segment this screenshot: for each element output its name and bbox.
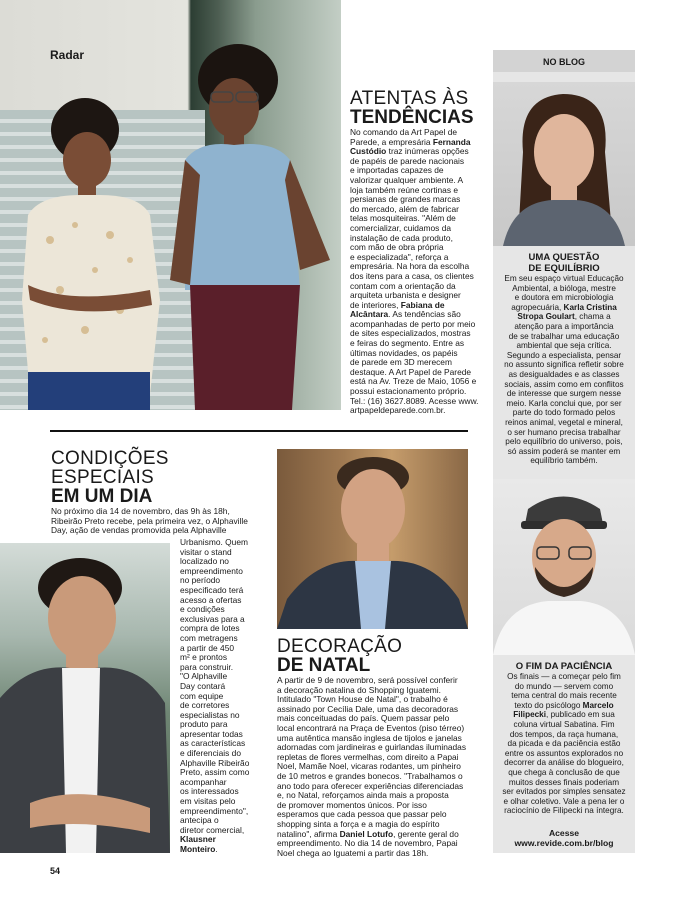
text-line: muitos desses finais poderiam	[508, 777, 620, 787]
text-line: repletas de flores vermelhas, com direito a Papai	[277, 751, 459, 762]
divider-rule	[50, 430, 468, 432]
text-line: está na Av. Treze de Maio, 1056 e	[350, 376, 477, 387]
text-line: Os finais — a começar pelo fim	[507, 672, 621, 681]
text-line: as características	[180, 738, 246, 749]
headline-light: ATENTAS ÀS	[350, 88, 469, 109]
text-line: com equipe	[180, 690, 224, 701]
text-line: shopping sinta a força e a magia do espírito	[277, 818, 440, 829]
headline-light-1: CONDIÇÕES	[51, 448, 169, 469]
text-line: pelo equilíbrio do universo, pois,	[505, 437, 623, 447]
text-line: da picada e da paciência estão	[507, 739, 621, 749]
text-line: Stropa Goulart, chama a	[517, 312, 611, 322]
text-line: diretor comercial,	[180, 824, 245, 835]
text-line: e olhar coletivo. Vale a pena ler o	[503, 796, 625, 806]
text-line: Noel chega ao Iguatemi a partir das 18h.	[277, 847, 429, 858]
text-line: empreendimento	[180, 565, 243, 576]
text-line: de parede em 3D merecem	[350, 357, 452, 368]
text-line: valorizar qualquer ambiente. A	[350, 174, 464, 185]
article-natal	[277, 637, 482, 858]
text-line: a decoração natalina do Shopping Iguatemi.	[277, 684, 441, 695]
text-line: Preto, assim como	[180, 767, 250, 778]
text-line: as desigualdades e as classes	[508, 369, 620, 379]
text-line: Custódio traz inúmeras opções	[350, 146, 469, 157]
text-line: local encontrará na Praça de Eventos (piso térreo)	[277, 722, 465, 733]
photo-daniel-lotufo	[277, 449, 468, 629]
text-line: do mercado, além de fabricar	[350, 203, 459, 214]
text-line: Segundo a especialista, pensar	[506, 350, 622, 360]
text-line: No comando da Art Papel de	[350, 127, 458, 137]
text-line: de promover momentos únicos. Por isso	[277, 799, 427, 810]
blog-item-equilibrio	[497, 252, 631, 466]
text-line: Filipecki, publicado em sua	[513, 710, 615, 720]
text-line: e doutora em microbiologia	[514, 293, 614, 303]
text-line: e, no Natal, reforçamos ainda mais a proposta	[277, 790, 449, 801]
text-line: para construir.	[180, 661, 234, 672]
blog-url-link[interactable]: www.revide.com.br/blog	[514, 838, 614, 848]
text-line: ser evitados por simples sensatez	[502, 787, 626, 797]
page-number: 54	[50, 866, 61, 876]
blog-item-body	[497, 274, 631, 466]
article-body	[350, 128, 485, 416]
text-line: Tel.: (16) 3627.8089. Acesse www.	[350, 395, 479, 406]
text-line: texto do psicólogo Marcelo	[514, 700, 614, 710]
text-line: coluna virtual Sabatina. Fim	[513, 719, 615, 729]
text-line: e condições	[180, 604, 225, 615]
text-line: reinos animal, vegetal e mineral,	[505, 417, 623, 427]
blog-item-title: O FIM DA PACIÊNCIA	[515, 661, 613, 672]
text-line: raciocínio de Filipecki na íntegra.	[504, 806, 624, 816]
text-line: o ser humano precisa trabalhar	[507, 427, 621, 437]
text-line: acesso a ofertas	[180, 594, 242, 605]
headline-bold: TENDÊNCIAS	[350, 107, 474, 128]
text-line: de corretores	[180, 700, 230, 711]
blog-item-body	[497, 672, 631, 816]
text-line: A partir de 9 de novembro, será possível conferir	[277, 675, 458, 685]
text-line: comercializar, cuidamos da	[350, 222, 452, 233]
text-line: telas mosquiteiras. "Além de	[350, 213, 456, 224]
text-line: acompanhadas de perto por meio	[350, 318, 476, 329]
text-line: tema central do mais recente	[511, 691, 617, 701]
text-line: e importadas capazes de	[350, 165, 444, 176]
text-line: Alcântara. As tendências são	[350, 309, 461, 320]
text-line: empreendimento",	[180, 805, 249, 816]
headline-bold: DE NATAL	[277, 655, 371, 676]
text-line: especialistas no	[180, 709, 240, 720]
text-line: Monteiro.	[180, 844, 218, 854]
text-line: Ribeirão Preto recebe, pela primeira vez, o Alphaville	[51, 515, 248, 526]
text-line: produto para	[180, 719, 228, 730]
text-line: exclusivas para a	[180, 613, 245, 624]
text-line: No próximo dia 14 de novembro, das 9h às 18h,	[51, 506, 230, 516]
text-line: parte do todo formado pelos	[512, 408, 616, 418]
blog-item-paciencia	[497, 661, 631, 816]
section-tag: Radar	[50, 48, 85, 62]
text-line: mais conceituadas do país. Quem passar pelo	[277, 713, 450, 724]
text-line: equilíbrio também.	[530, 456, 598, 466]
text-line: que chega à conclusão de que	[508, 767, 620, 777]
blog-footer	[497, 828, 631, 848]
text-line: no período	[180, 575, 221, 586]
text-line: últimas novidades, os papéis	[350, 347, 458, 358]
text-line: destaque. A Art Papel de Parede	[350, 366, 472, 377]
photo-karla-goulart	[493, 82, 635, 246]
text-line: visitar o stand	[180, 546, 232, 557]
text-line: Urbanismo. Quem	[180, 537, 248, 547]
text-line: e feiras do segmento. Entre as	[350, 338, 465, 349]
text-line: e diferenciais do	[180, 748, 241, 759]
text-line: atenção para a importância	[514, 321, 614, 331]
blog-item-title-1: UMA QUESTÃO	[528, 252, 600, 263]
sidebar-header: NO BLOG	[493, 50, 635, 72]
text-line: compra de lotes	[180, 623, 240, 634]
text-line: Ambiental, a bióloga, mestre	[512, 283, 616, 293]
text-line: Alphaville Ribeirão	[180, 757, 250, 768]
text-line: e especializada", reforça a	[350, 251, 449, 262]
text-line: decorrer da análise do blogueiro,	[504, 758, 624, 768]
text-line: apresentar todas	[180, 728, 243, 739]
text-line: empresária. Na hora da escolha	[350, 261, 470, 272]
text-line: artpapeldeparede.com.br.	[350, 405, 446, 416]
text-line: empreendimento. No dia 14 de novembro, Papai	[277, 838, 458, 849]
text-line: persianas de grandes marcas	[350, 194, 461, 205]
text-line: ano todo para oferecer experiências diferenciadas	[277, 780, 464, 791]
text-line: só assim poderá se manter em	[507, 446, 621, 456]
text-line: uma autêntica mansão inglesa de tijolos e janelas	[277, 732, 462, 743]
text-line: os interessados	[180, 786, 239, 797]
text-line: esperamos que cada pessoa que passar pelo	[277, 809, 447, 820]
text-line: em visitas pelo	[180, 796, 236, 807]
text-line: com metragens	[180, 632, 238, 643]
text-line: m² e prontos	[180, 652, 228, 663]
blog-footer-access: Acesse	[548, 828, 580, 838]
text-line: instalação de cada produto,	[350, 232, 453, 243]
text-line: Day, ação de vendas promovida pela Alphaville	[51, 525, 227, 536]
headline-light: DECORAÇÃO	[277, 636, 403, 657]
photo-klausner-monteiro	[0, 543, 170, 853]
text-line: no assunto significa refletir sobre	[504, 360, 624, 370]
text-line: de interiores, Fabiana de	[350, 299, 445, 310]
text-line: de papéis de parede nacionais	[350, 155, 465, 166]
text-line: acompanhar	[180, 776, 227, 787]
text-line: loja também reúne cortinas e	[350, 184, 458, 195]
blog-item-title-2: DE EQUILÍBRIO	[528, 263, 600, 274]
text-line: contam com a orientação da	[350, 280, 456, 291]
text-line: agropecuária, Karla Cristina	[511, 302, 617, 312]
text-line: sociais, assim como em conflitos	[504, 379, 624, 389]
text-line: possui estacionamento próprio.	[350, 386, 467, 397]
text-line: antecipa o	[180, 815, 219, 826]
article-condicoes-body	[180, 538, 272, 855]
article-body	[277, 676, 482, 858]
text-line: especificado terá	[180, 584, 244, 595]
article-condicoes	[51, 449, 266, 536]
text-line: com mão de obra própria	[350, 242, 444, 253]
text-line: Klausner	[180, 834, 216, 845]
text-line: entre os assuntos explorados no	[504, 748, 624, 758]
text-line: ambiental que seja crítica.	[516, 341, 612, 351]
text-line: Day contará	[180, 680, 226, 691]
text-line: meio. Karla conclui que, por ser	[506, 398, 622, 408]
text-line: dos tempos, da raça humana,	[509, 729, 619, 739]
text-line: dos itens para a casa, os clientes	[350, 270, 474, 281]
text-line: adornadas com jardineiras e guirlandas iluminadas	[277, 742, 467, 753]
article-intro	[51, 507, 266, 536]
text-line: localizado no	[180, 556, 229, 567]
text-line: "O Alphaville	[180, 671, 228, 682]
photo-marcelo-filipecki	[493, 479, 635, 655]
text-line: arquiteta urbanista e designer	[350, 290, 461, 301]
text-line: Intitulado "Town House de Natal", o trabalho é	[277, 694, 448, 705]
text-line: do mundo — servem como	[514, 681, 614, 691]
text-line: de 10 metros e grandes bonecos. "Trabalhamos o	[277, 770, 463, 781]
text-line: Em seu espaço virtual Educação	[504, 274, 624, 283]
text-line: Parede, a empresária Fernanda	[350, 136, 471, 147]
headline-light-2: ESPECIAIS	[51, 467, 155, 488]
article-tendencias	[350, 89, 485, 416]
text-line: a partir de 450	[180, 642, 235, 653]
headline-bold: EM UM DIA	[51, 486, 153, 507]
text-line: de se trabalhar uma educação	[508, 331, 620, 341]
text-line: de sites especializados, mostras	[350, 328, 471, 339]
text-line: assinado por Cecília Dale, uma das decoradoras	[277, 703, 459, 714]
text-line: Noel, Mamãe Noel, vicaras rodantes, um pinheiro	[277, 761, 461, 772]
text-line: de interesse que surgem nesse	[506, 389, 622, 399]
text-line: natalino", afirma Daniel Lotufo, gerente geral do	[277, 828, 459, 839]
